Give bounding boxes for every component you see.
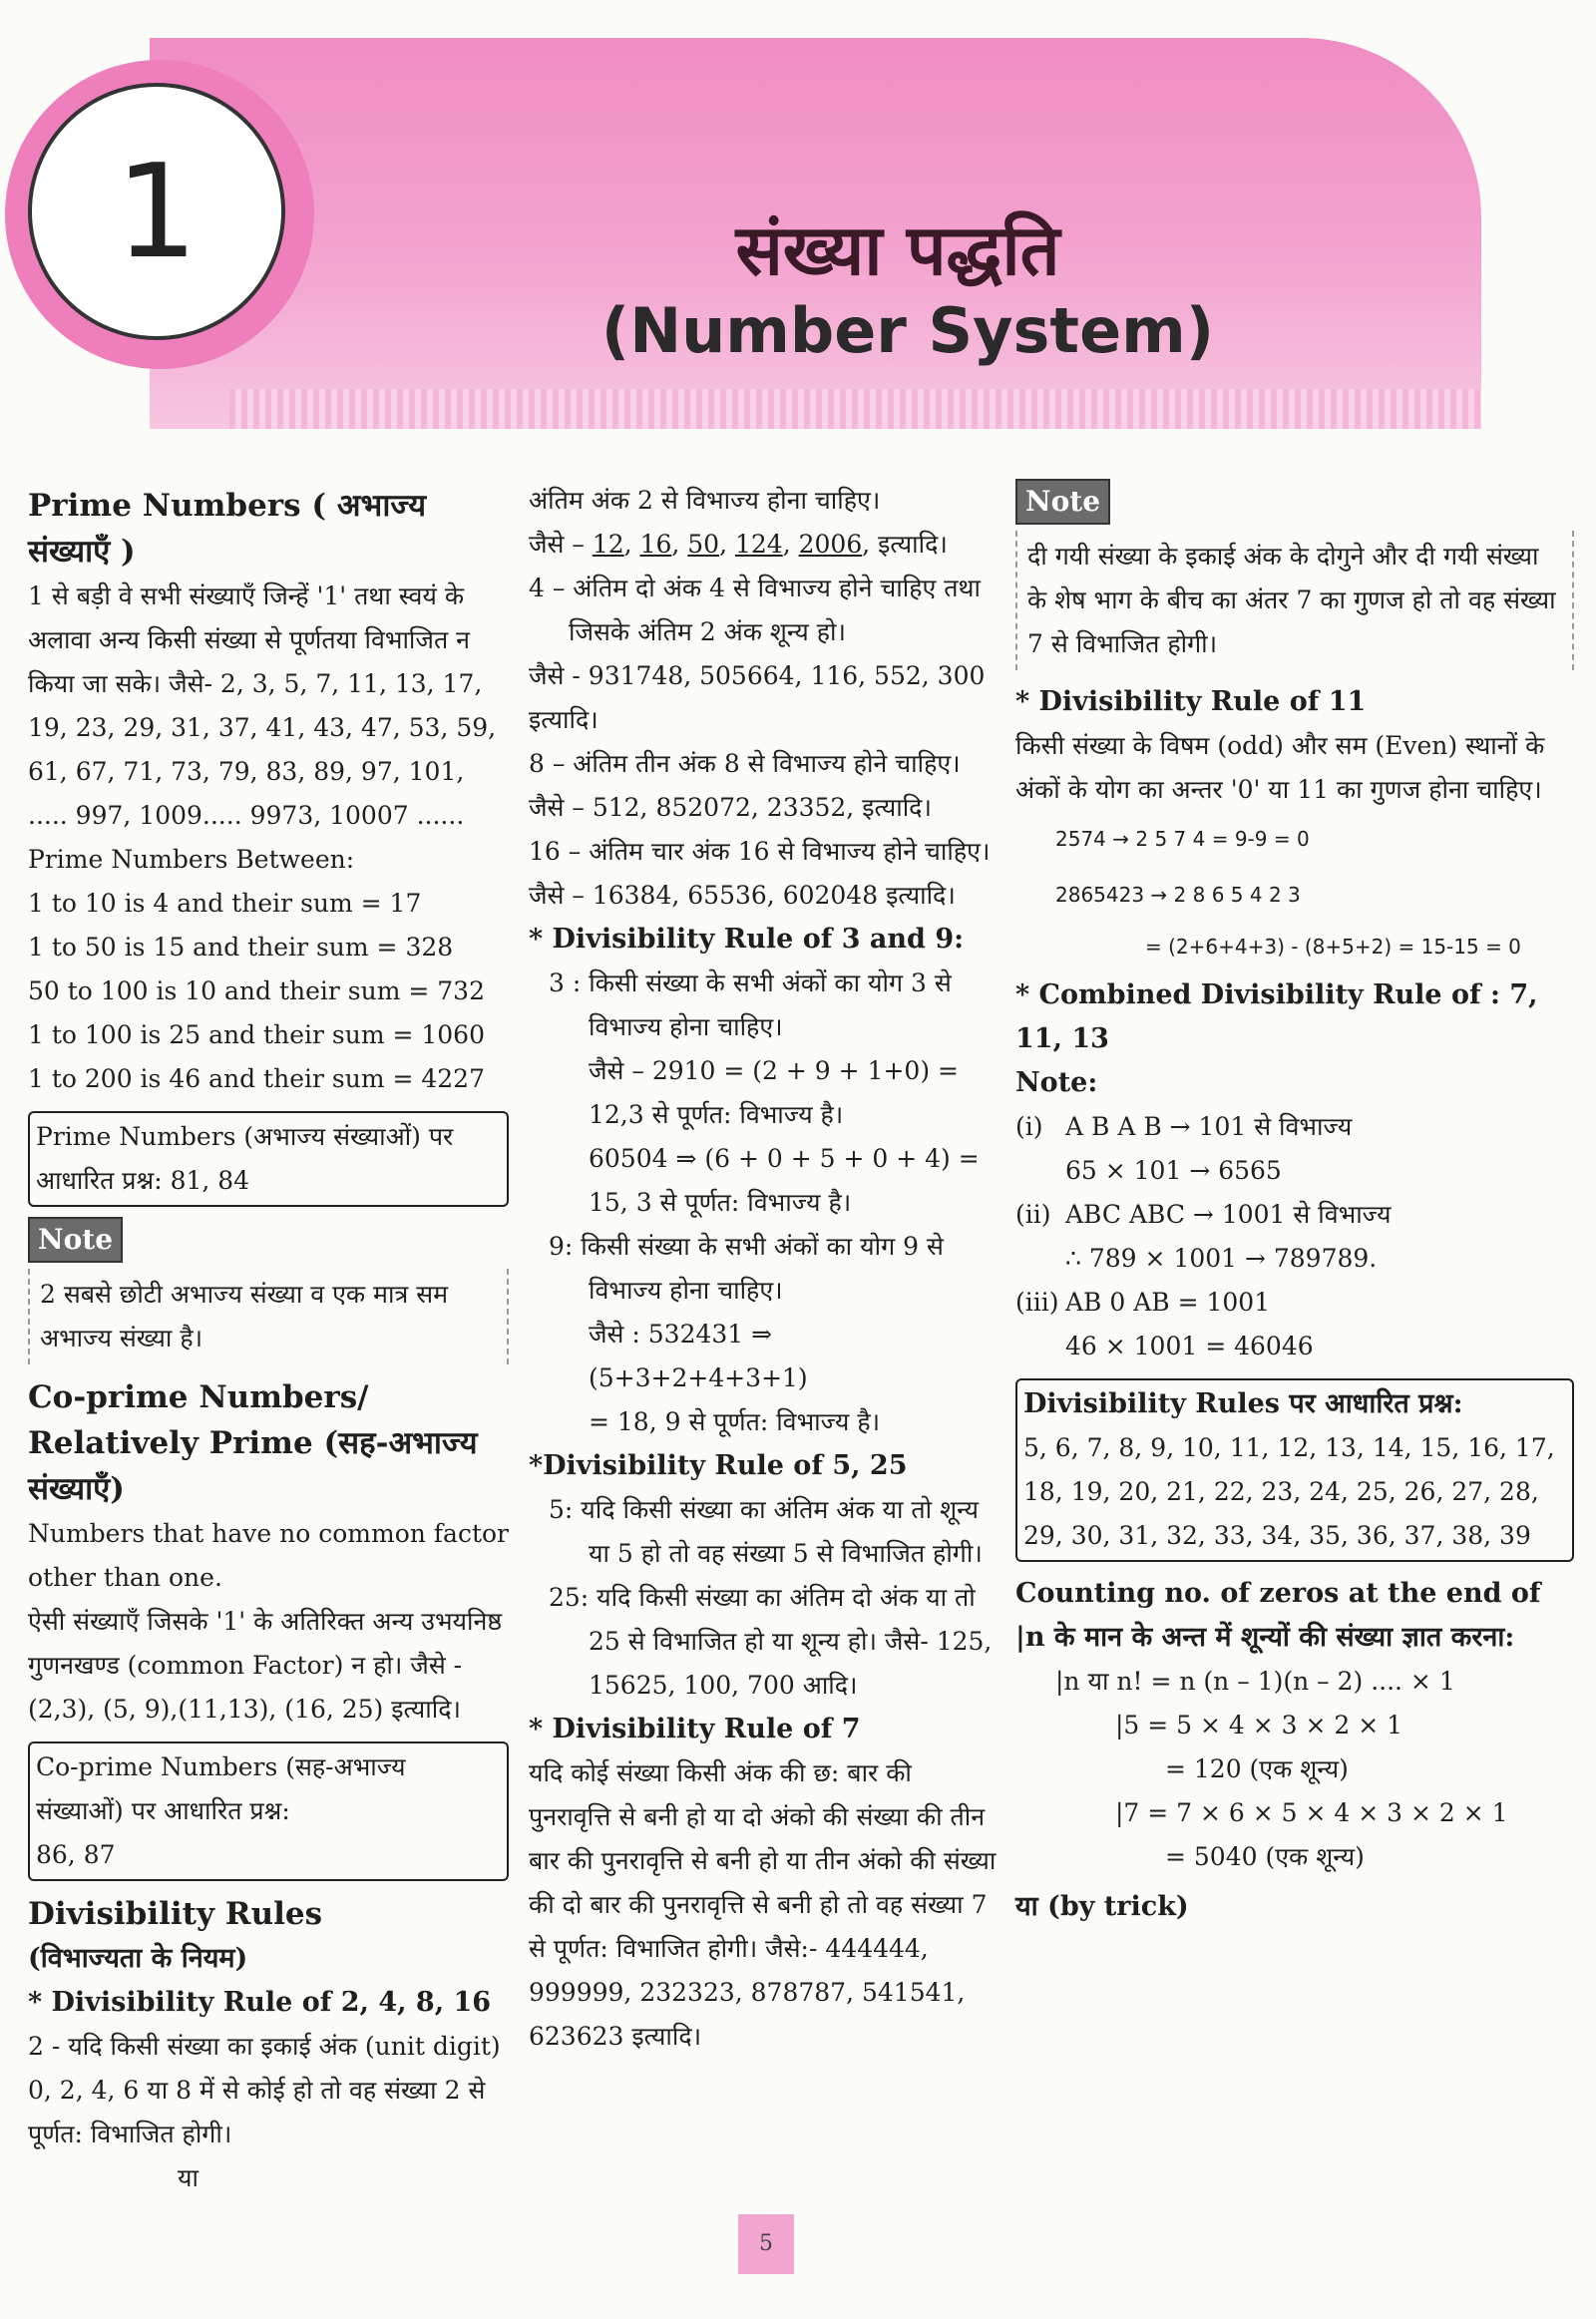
column-1 <box>28 479 509 2200</box>
rule-25-text: 25: यदि किसी संख्या का अंतिम दो अंक या तो 25 से विभाजित हो या शून्य हो। जैसे- 125, 15625, 100, 700 आदि। <box>549 1583 993 1700</box>
rule-2-4-8-16-heading: * Divisibility Rule of 2, 4, 8, 16 <box>28 1987 492 2018</box>
item-line-b: 65 × 101 → 6565 <box>1065 1156 1282 1185</box>
rule-16-text: 16 – अंतिम चार अंक 16 से विभाज्य होने चाहिए। <box>529 837 991 866</box>
diagram-line: = (2+6+4+3) - (8+5+2) = 15-15 = 0 <box>1145 935 1521 959</box>
example-number: 2006 <box>798 530 863 559</box>
rule-4-examples: जैसे - 931748, 505664, 116, 552, 300 इत्यादि। <box>529 661 986 734</box>
formula-line: = 120 (एक शून्य) <box>1165 1754 1349 1783</box>
formula-line: = 5040 (एक शून्य) <box>1165 1842 1365 1871</box>
prime-between-line: 1 to 10 is 4 and their sum = 17 <box>28 889 422 918</box>
prime-questions-box <box>28 1111 509 1207</box>
chapter-title-english: (Number System) <box>600 294 1215 367</box>
diagram-line: 2865423 → 2 8 6 5 4 2 3 <box>1055 883 1301 907</box>
prime-between-line: 1 to 100 is 25 and their sum = 1060 <box>28 1020 485 1049</box>
rule-8-text: 8 – अंतिम तीन अंक 8 से विभाज्य होने चाहिए। <box>529 749 961 778</box>
rule-2-cont: अंतिम अंक 2 से विभाज्य होना चाहिए। <box>529 486 881 515</box>
chapter-header <box>0 0 1596 439</box>
prime-between-line: 50 to 100 is 10 and their sum = 732 <box>28 976 485 1005</box>
divisibility-questions-numbers: 5, 6, 7, 8, 9, 10, 11, 12, 13, 14, 15, 16, 17, 18, 19, 20, 21, 22, 23, 24, 25, 26, 27, 28, 29, 30, 31, 32, 33, 34, 35, 36, 37, 38, 39 <box>1023 1433 1555 1550</box>
coprime-heading: Co-prime Numbers/ Relatively Prime (सह-अभाज्य संख्याएँ) <box>28 1379 478 1507</box>
item-line-b: 46 × 1001 = 46046 <box>1065 1332 1314 1360</box>
item-line-a: ABC ABC → 1001 से विभाज्य <box>1065 1200 1392 1229</box>
zeros-heading: Counting no. of zeros at the end of |n के मान के अन्त में शून्यों की संख्या ज्ञात करना: <box>1015 1578 1541 1653</box>
rule-3-9-heading: * Divisibility Rule of 3 and 9: <box>529 924 965 955</box>
rule-11-diagram <box>1015 826 1574 960</box>
prime-between-line: 1 to 50 is 15 and their sum = 328 <box>28 933 454 962</box>
example-suffix: , इत्यादि। <box>862 530 948 559</box>
example-number: 12 <box>592 530 624 559</box>
note-text: दी गयी संख्या के इकाई अंक के दोगुने और दी गयी संख्या के शेष भाग के बीच का अंतर 7 का गुणज हो तो वह संख्या 7 से विभाजित होगी। <box>1027 542 1556 658</box>
coprime-definition-en: Numbers that have no common factor other than one. <box>28 1519 509 1592</box>
chapter-badge <box>28 83 285 340</box>
divisibility-questions-box <box>1015 1378 1574 1562</box>
chapter-title-hindi: संख्या पद्धति <box>735 209 1060 291</box>
rule-16-examples: जैसे – 16384, 65536, 602048 इत्यादि। <box>529 881 956 910</box>
item-line-a: AB 0 AB = 1001 <box>1065 1288 1271 1317</box>
rule-9-text: 9: किसी संख्या के सभी अंकों का योग 9 से विभाज्य होना चाहिए। <box>549 1232 944 1305</box>
rule-5-25-heading: *Divisibility Rule of 5, 25 <box>529 1450 908 1481</box>
rule-3-example-1: जैसे – 2910 = (2 + 9 + 1+0) = 12,3 से पूर्णत: विभाज्य है। <box>589 1056 959 1129</box>
example-number: 50 <box>687 530 720 559</box>
diagram-line: 2574 → 2 5 7 4 = 9-9 = 0 <box>1055 827 1310 851</box>
formula-line: |5 = 5 × 4 × 3 × 2 × 1 <box>1115 1711 1403 1739</box>
rule-3-example-2: 60504 ⇒ (6 + 0 + 5 + 0 + 4) = 15, 3 से पूर्णत: विभाज्य है। <box>589 1144 980 1217</box>
rule-5-text: 5: यदि किसी संख्या का अंतिम अंक या तो शून्य या 5 हो तो वह संख्या 5 से विभाजित होगी। <box>549 1495 983 1568</box>
prime-definition: 1 से बड़ी वे सभी संख्याएँ जिन्हें '1' तथा स्वयं के अलावा अन्य किसी संख्या से पूर्णतया विभाजित न किया जा सके। जैसे- 2, 3, 5, 7, 11, 13, 17, 19, 23, 29, 31, 37, 41, 43, 47, 53, 59, 61, 67, 71, 73, 79, 83, 89, 97, 101, ..... 997, 1009..... 9973, 10007 ...... <box>28 581 497 830</box>
note-label-plain: Note: <box>1015 1067 1098 1098</box>
rule-11-heading: * Divisibility Rule of 11 <box>1015 686 1367 717</box>
coprime-questions-numbers: 86, 87 <box>36 1840 116 1869</box>
divisibility-questions-title: Divisibility Rules पर आधारित प्रश्न: <box>1023 1388 1463 1419</box>
rule-2-text: 2 - यदि किसी संख्या का इकाई अंक (unit digit) 0, 2, 4, 6 या 8 में से कोई हो तो वह संख्या 2 से पूर्णत: विभाजित होगी। <box>28 2032 501 2148</box>
note-box <box>1015 531 1574 670</box>
item-line-b: ∴ 789 × 1001 → 789789. <box>1065 1244 1378 1273</box>
coprime-questions-box <box>28 1741 509 1881</box>
combined-item <box>1015 1281 1574 1368</box>
trick-line: या (by trick) <box>1015 1891 1189 1922</box>
example-prefix: जैसे – <box>529 530 593 559</box>
rule-8-examples: जैसे – 512, 852072, 23352, इत्यादि। <box>529 793 932 822</box>
rule-7-heading: * Divisibility Rule of 7 <box>529 1714 861 1744</box>
note-label: Note <box>28 1217 123 1263</box>
column-2 <box>529 479 998 2059</box>
example-number: 16 <box>639 530 672 559</box>
divisibility-heading-hindi: (विभाज्यता के नियम) <box>28 1943 248 1974</box>
item-number: (i) <box>1015 1112 1043 1141</box>
rule-2-examples: जैसे – 12, 16, 50, 124, 2006, इत्यादि। <box>529 530 948 559</box>
prime-heading: Prime Numbers ( अभाज्य संख्याएँ ) <box>28 488 427 570</box>
chapter-number: 1 <box>115 136 199 287</box>
ya-text: या <box>178 2163 199 2192</box>
rule-7-text: यदि कोई संख्या किसी अंक की छ: बार की पुनरावृत्ति से बनी हो या दो अंको की संख्या की तीन बार की पुनरावृत्ति से बनी हो या तीन अंको की संख्या की दो बार की पुनरावृत्ति से बनी हो तो वह संख्या 7 से पूर्णत: विभाजित होगी। जैसे:- 444444, 999999, 232323, 878787, 541541, 623623 इत्यादि। <box>529 1758 997 2051</box>
example-number: 124 <box>735 530 783 559</box>
prime-questions-text: Prime Numbers (अभाज्य संख्याओं) पर आधारित प्रश्न: 81, 84 <box>36 1122 454 1195</box>
note-text: 2 सबसे छोटी अभाज्य संख्या व एक मात्र सम अभाज्य संख्या है। <box>40 1280 449 1353</box>
page-number: 5 <box>738 2214 794 2274</box>
rule-3-text: 3 : किसी संख्या के सभी अंकों का योग 3 से विभाज्य होना चाहिए। <box>549 968 952 1041</box>
note-label: Note <box>1015 479 1110 525</box>
item-number: (iii) <box>1015 1288 1059 1317</box>
coprime-questions-title: Co-prime Numbers (सह-अभाज्य संख्याओं) पर आधारित प्रश्न: <box>36 1752 406 1825</box>
banner-texture <box>229 389 1481 429</box>
coprime-definition-hi: ऐसी संख्याएँ जिसके '1' के अतिरिक्त अन्य उभयनिष्ठ गुणनखण्ड (common Factor) न हो। जैसे - (2,3), (5, 9),(11,13), (16, 25) इत्यादि। <box>28 1607 503 1724</box>
note-box <box>28 1269 509 1364</box>
combined-rule-heading: * Combined Divisibility Rule of : 7, 11, 13 <box>1015 979 1538 1054</box>
rule-9-example-1: जैसे : 532431 ⇒ (5+3+2+4+3+1) <box>589 1320 808 1392</box>
prime-between-heading: Prime Numbers Between: <box>28 845 355 874</box>
divisibility-heading: Divisibility Rules <box>28 1896 323 1932</box>
formula-line: |7 = 7 × 6 × 5 × 4 × 3 × 2 × 1 <box>1115 1798 1508 1827</box>
item-line-a: A B A B → 101 से विभाज्य <box>1065 1112 1353 1141</box>
column-3 <box>1015 479 1574 1929</box>
formula-line: |n या n! = n (n – 1)(n – 2) .... × 1 <box>1055 1667 1455 1696</box>
combined-item <box>1015 1193 1574 1281</box>
rule-11-text: किसी संख्या के विषम (odd) और सम (Even) स्थानों के अंकों के योग का अन्तर '0' या 11 का गुणज होना चाहिए। <box>1015 731 1545 804</box>
combined-item <box>1015 1105 1574 1193</box>
item-number: (ii) <box>1015 1200 1051 1229</box>
rule-4-text: 4 – अंतिम दो अंक 4 से विभाज्य होने चाहिए तथा जिसके अंतिम 2 अंक शून्य हो। <box>529 574 981 646</box>
prime-between-line: 1 to 200 is 46 and their sum = 4227 <box>28 1064 485 1093</box>
rule-9-example-2: = 18, 9 से पूर्णत: विभाज्य है। <box>589 1407 881 1436</box>
